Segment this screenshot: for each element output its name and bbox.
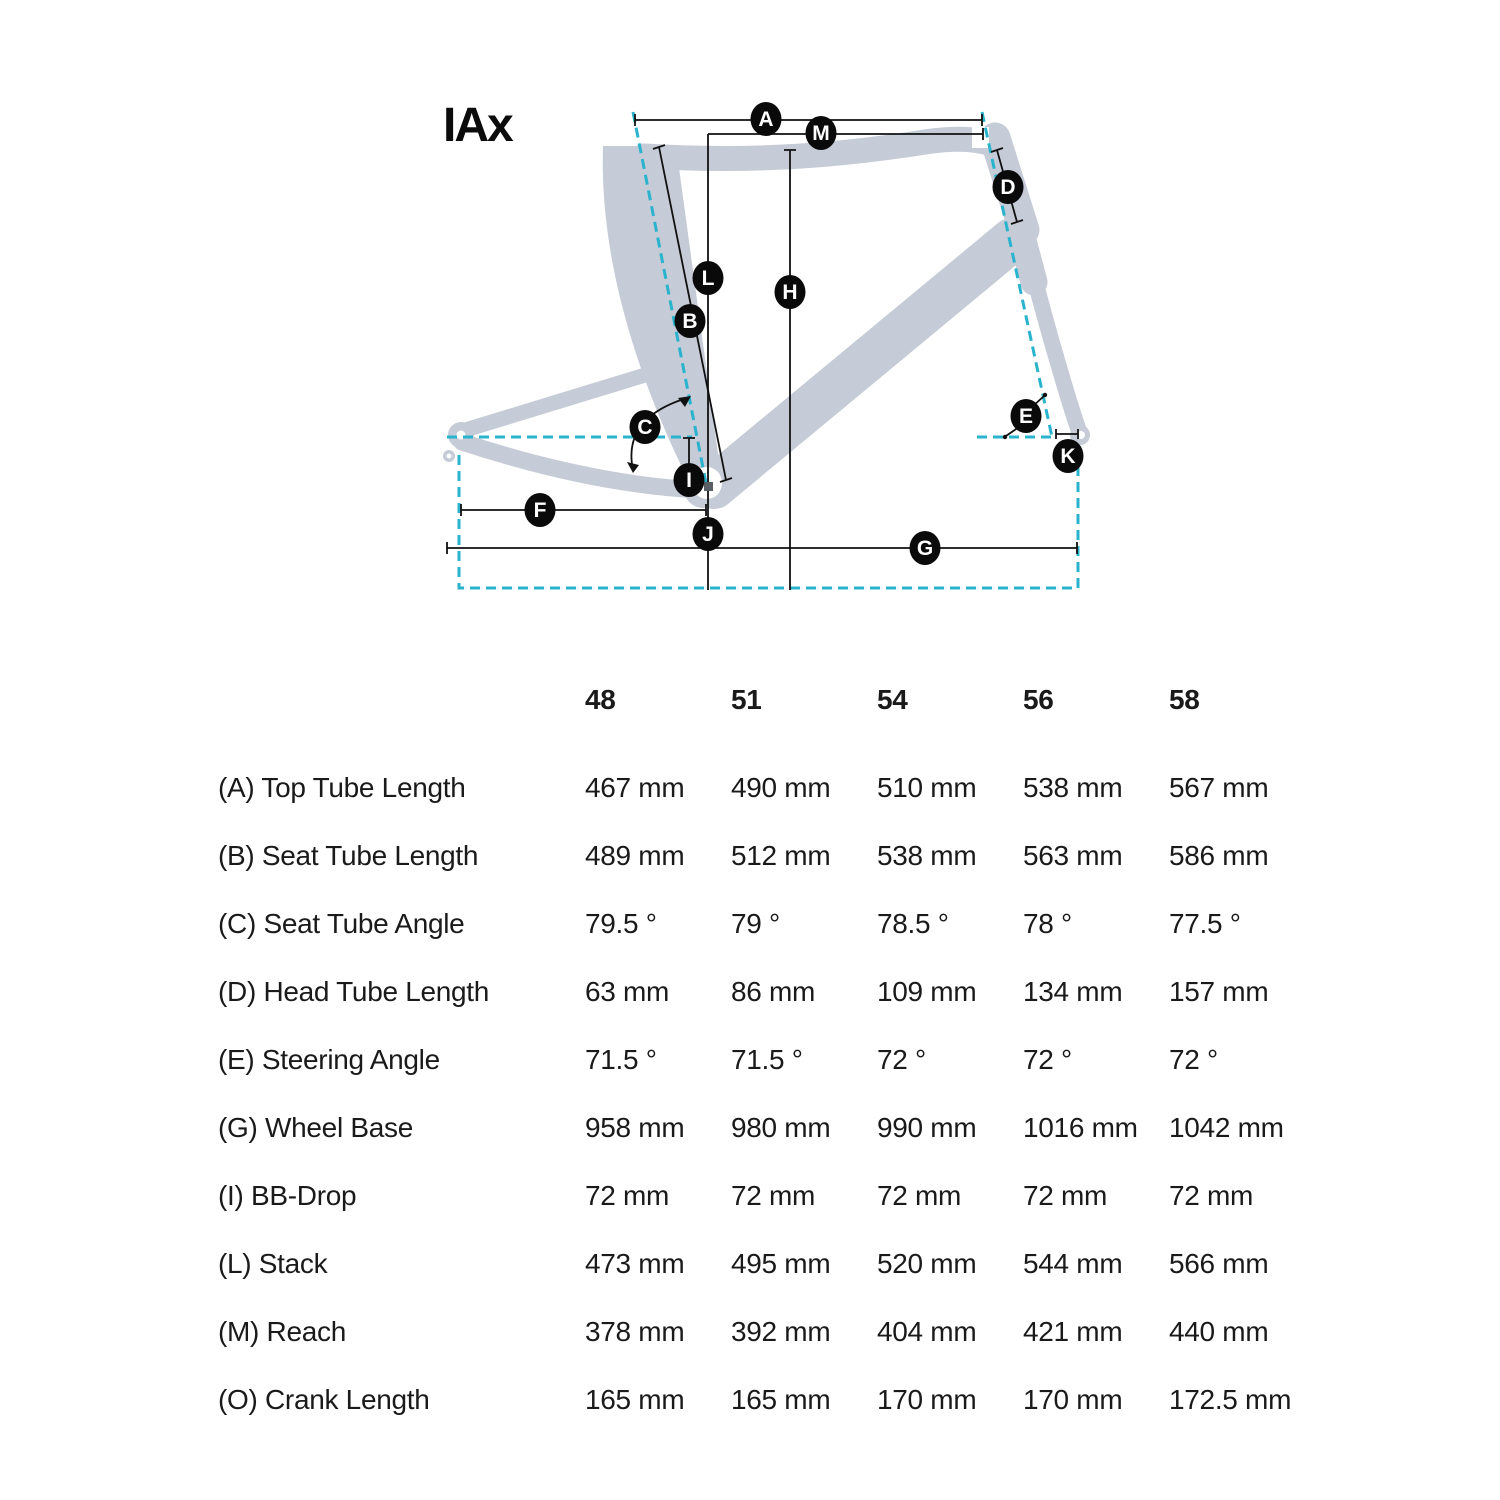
cell-value: 510 mm xyxy=(877,772,977,803)
cell-value: 172.5 mm xyxy=(1169,1384,1292,1415)
cell-value: 404 mm xyxy=(877,1316,977,1347)
chain-stay xyxy=(462,442,698,490)
marker-h: H xyxy=(775,275,806,309)
cell-value: 467 mm xyxy=(585,772,685,803)
cell-value: 566 mm xyxy=(1169,1248,1269,1279)
cell-value: 520 mm xyxy=(877,1248,977,1279)
marker-k: K xyxy=(1053,439,1084,473)
table-row xyxy=(218,1366,1338,1434)
marker-g: G xyxy=(910,531,941,565)
cell-value: 72 mm xyxy=(877,1180,962,1211)
measure-G xyxy=(447,542,1077,554)
cell-value: 1042 mm xyxy=(1169,1112,1284,1143)
cell-value: 86 mm xyxy=(731,976,816,1007)
cell-value: 78.5 ° xyxy=(877,908,949,939)
table-row xyxy=(218,1094,1338,1162)
cell-value: 157 mm xyxy=(1169,976,1269,1007)
size-col-header: 51 xyxy=(731,684,762,715)
cell-value: 421 mm xyxy=(1023,1316,1123,1347)
cell-value: 72 ° xyxy=(1169,1044,1218,1075)
marker-d: D xyxy=(993,170,1024,204)
marker-m: M xyxy=(806,116,837,150)
row-label: (I) BB-Drop xyxy=(218,1180,357,1211)
row-label: (A) Top Tube Length xyxy=(218,772,466,803)
size-col-header: 54 xyxy=(877,684,908,715)
cell-value: 72 mm xyxy=(731,1180,816,1211)
cell-value: 1016 mm xyxy=(1023,1112,1138,1143)
marker-e: E xyxy=(1011,399,1042,433)
table-row xyxy=(218,958,1338,1026)
cell-value: 109 mm xyxy=(877,976,977,1007)
table-row xyxy=(218,1026,1338,1094)
bike-geometry-diagram xyxy=(0,0,1500,640)
geometry-table xyxy=(218,666,1338,1434)
cell-value: 72 mm xyxy=(585,1180,670,1211)
marker-j: J xyxy=(693,517,724,551)
cell-value: 473 mm xyxy=(585,1248,685,1279)
size-col-header: 58 xyxy=(1169,684,1200,715)
row-label: (O) Crank Length xyxy=(218,1384,430,1415)
cell-value: 79 ° xyxy=(731,908,780,939)
cell-value: 77.5 ° xyxy=(1169,908,1241,939)
cell-value: 440 mm xyxy=(1169,1316,1269,1347)
cell-value: 495 mm xyxy=(731,1248,831,1279)
measure-F xyxy=(461,504,706,516)
row-label: (D) Head Tube Length xyxy=(218,976,490,1007)
cell-value: 79.5 ° xyxy=(585,908,657,939)
measure-H xyxy=(784,150,796,590)
size-header-row xyxy=(218,666,1338,734)
marker-l: L xyxy=(693,261,724,295)
cell-value: 72 ° xyxy=(1023,1044,1072,1075)
table-row xyxy=(218,890,1338,958)
cell-value: 165 mm xyxy=(731,1384,831,1415)
cell-value: 567 mm xyxy=(1169,772,1269,803)
down-tube xyxy=(714,240,1012,487)
cell-value: 544 mm xyxy=(1023,1248,1123,1279)
cell-value: 490 mm xyxy=(731,772,831,803)
cell-value: 538 mm xyxy=(1023,772,1123,803)
marker-c: C xyxy=(630,410,661,444)
row-label: (C) Seat Tube Angle xyxy=(218,908,465,939)
marker-b: B xyxy=(675,304,706,338)
cell-value: 134 mm xyxy=(1023,976,1123,1007)
cell-value: 392 mm xyxy=(731,1316,831,1347)
marker-f: F xyxy=(525,493,556,527)
cell-value: 538 mm xyxy=(877,840,977,871)
row-label: (L) Stack xyxy=(218,1248,328,1279)
geometry-table-body xyxy=(218,754,1338,1434)
cell-value: 170 mm xyxy=(1023,1384,1123,1415)
row-label: (M) Reach xyxy=(218,1316,346,1347)
marker-i: I xyxy=(674,463,705,497)
cell-value: 990 mm xyxy=(877,1112,977,1143)
size-col-header: 56 xyxy=(1023,684,1054,715)
table-row xyxy=(218,754,1338,822)
cell-value: 489 mm xyxy=(585,840,685,871)
bb-center-mark xyxy=(704,482,713,491)
table-row xyxy=(218,1298,1338,1366)
cell-value: 170 mm xyxy=(877,1384,977,1415)
table-row xyxy=(218,1230,1338,1298)
cell-value: 72 mm xyxy=(1169,1180,1254,1211)
cell-value: 563 mm xyxy=(1023,840,1123,871)
page-title: IAx xyxy=(443,99,512,152)
marker-a: A xyxy=(751,102,782,136)
cell-value: 72 ° xyxy=(877,1044,926,1075)
cell-value: 71.5 ° xyxy=(585,1044,657,1075)
row-label: (B) Seat Tube Length xyxy=(218,840,479,871)
cell-value: 958 mm xyxy=(585,1112,685,1143)
cell-value: 512 mm xyxy=(731,840,831,871)
row-label: (E) Steering Angle xyxy=(218,1044,440,1075)
table-row xyxy=(218,1162,1338,1230)
cell-value: 72 mm xyxy=(1023,1180,1108,1211)
cell-value: 980 mm xyxy=(731,1112,831,1143)
cell-value: 78 ° xyxy=(1023,908,1072,939)
size-col-header: 48 xyxy=(585,684,616,715)
cell-value: 165 mm xyxy=(585,1384,685,1415)
cell-value: 586 mm xyxy=(1169,840,1269,871)
table-row xyxy=(218,822,1338,890)
cell-value: 63 mm xyxy=(585,976,670,1007)
row-label: (G) Wheel Base xyxy=(218,1112,413,1143)
cell-value: 378 mm xyxy=(585,1316,685,1347)
cell-value: 71.5 ° xyxy=(731,1044,803,1075)
